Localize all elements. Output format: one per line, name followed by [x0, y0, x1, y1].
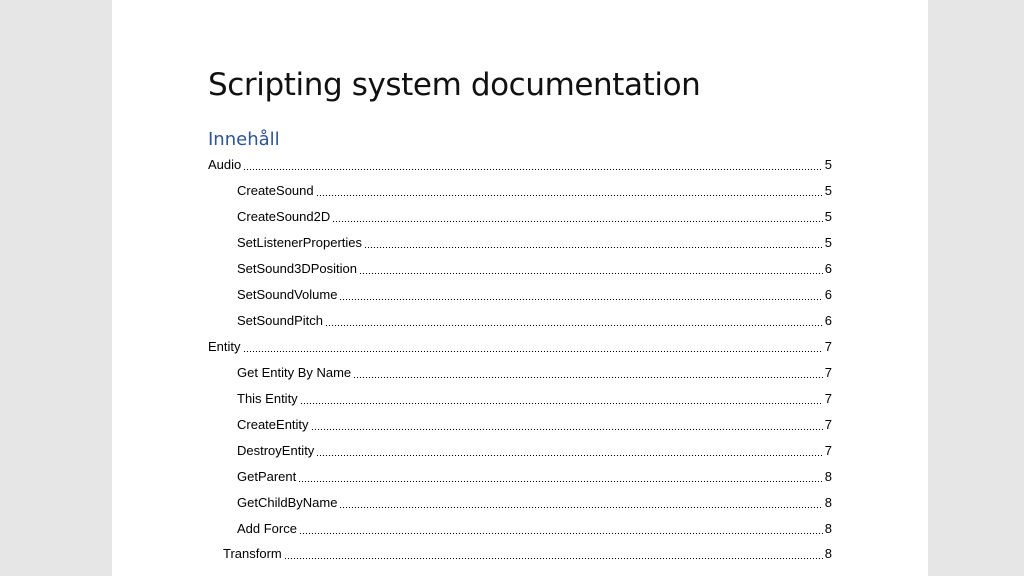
toc-entry[interactable] [208, 183, 832, 201]
toc-entry-page-number: 6 [824, 313, 832, 328]
toc-entry-label: This Entity [237, 391, 298, 406]
toc-entry-label: CreateSound [237, 183, 314, 198]
toc-entry[interactable] [208, 339, 832, 357]
toc-entry[interactable] [208, 261, 832, 279]
toc-entry[interactable] [208, 287, 832, 305]
toc-entry-page-number: 5 [824, 209, 832, 224]
toc-heading: Innehåll [208, 129, 280, 150]
dot-leader [300, 403, 823, 405]
dot-leader [316, 195, 823, 197]
toc-entry-page-number: 5 [824, 157, 832, 172]
toc-entry-label: Add Force [237, 521, 297, 536]
toc-entry-label: DestroyEntity [237, 443, 315, 458]
toc-entry-page-number: 7 [824, 365, 832, 380]
dot-leader [353, 377, 823, 379]
toc-entry-label: Transform [223, 546, 282, 561]
toc-entry-page-number: 7 [824, 443, 832, 458]
toc-entry-label: GetChildByName [237, 495, 338, 510]
dot-leader [364, 247, 823, 249]
toc-entry-page-number: 8 [824, 521, 832, 536]
dot-leader [332, 221, 823, 223]
toc-entry-page-number: 6 [824, 261, 832, 276]
toc-entry-label: CreateSound2D [237, 209, 331, 224]
toc-entry-page-number: 8 [824, 469, 832, 484]
toc-entry-page-number: 8 [824, 546, 832, 561]
toc-entry-page-number: 7 [824, 417, 832, 432]
dot-leader [243, 169, 823, 171]
dot-leader [359, 273, 823, 275]
toc-entry-label: GetParent [237, 469, 297, 484]
toc-entry[interactable] [208, 546, 832, 564]
toc-entry[interactable] [208, 209, 832, 227]
dot-leader [298, 481, 823, 483]
toc-entry[interactable] [208, 495, 832, 513]
dot-leader [325, 325, 823, 327]
toc-entry-label: Audio [208, 157, 242, 172]
dot-leader [339, 299, 822, 301]
toc-entry[interactable] [208, 391, 832, 409]
dot-leader [299, 533, 823, 535]
toc-entry-page-number: 7 [824, 391, 832, 406]
toc-entry-label: SetSound3DPosition [237, 261, 357, 276]
toc-entry-label: CreateEntity [237, 417, 309, 432]
toc-entry[interactable] [208, 417, 832, 435]
toc-entry-label: SetSoundVolume [237, 287, 338, 302]
toc-entry-page-number: 7 [824, 339, 832, 354]
toc-entry[interactable] [208, 365, 832, 383]
toc-entry-label: Entity [208, 339, 241, 354]
toc-entry-label: SetListenerProperties [237, 235, 363, 250]
toc-entry[interactable] [208, 443, 832, 461]
toc-entry[interactable] [208, 313, 832, 331]
dot-leader [316, 455, 822, 457]
toc-entry-page-number: 5 [824, 183, 832, 198]
toc-entry[interactable] [208, 157, 832, 175]
document-title: Scripting system documentation [208, 67, 701, 103]
dot-leader [284, 558, 823, 560]
toc-entry-label: Get Entity By Name [237, 365, 352, 380]
toc-entry-page-number: 8 [824, 495, 832, 510]
dot-leader [311, 429, 823, 431]
toc-entry-label: SetSoundPitch [237, 313, 324, 328]
toc-entry[interactable] [208, 521, 832, 539]
toc-entry[interactable] [208, 469, 832, 487]
document-page [112, 0, 928, 576]
dot-leader [339, 507, 822, 509]
toc-entry-page-number: 5 [824, 235, 832, 250]
toc-entry-page-number: 6 [824, 287, 832, 302]
toc-entry[interactable] [208, 235, 832, 253]
table-of-contents [208, 0, 832, 576]
dot-leader [243, 351, 823, 353]
